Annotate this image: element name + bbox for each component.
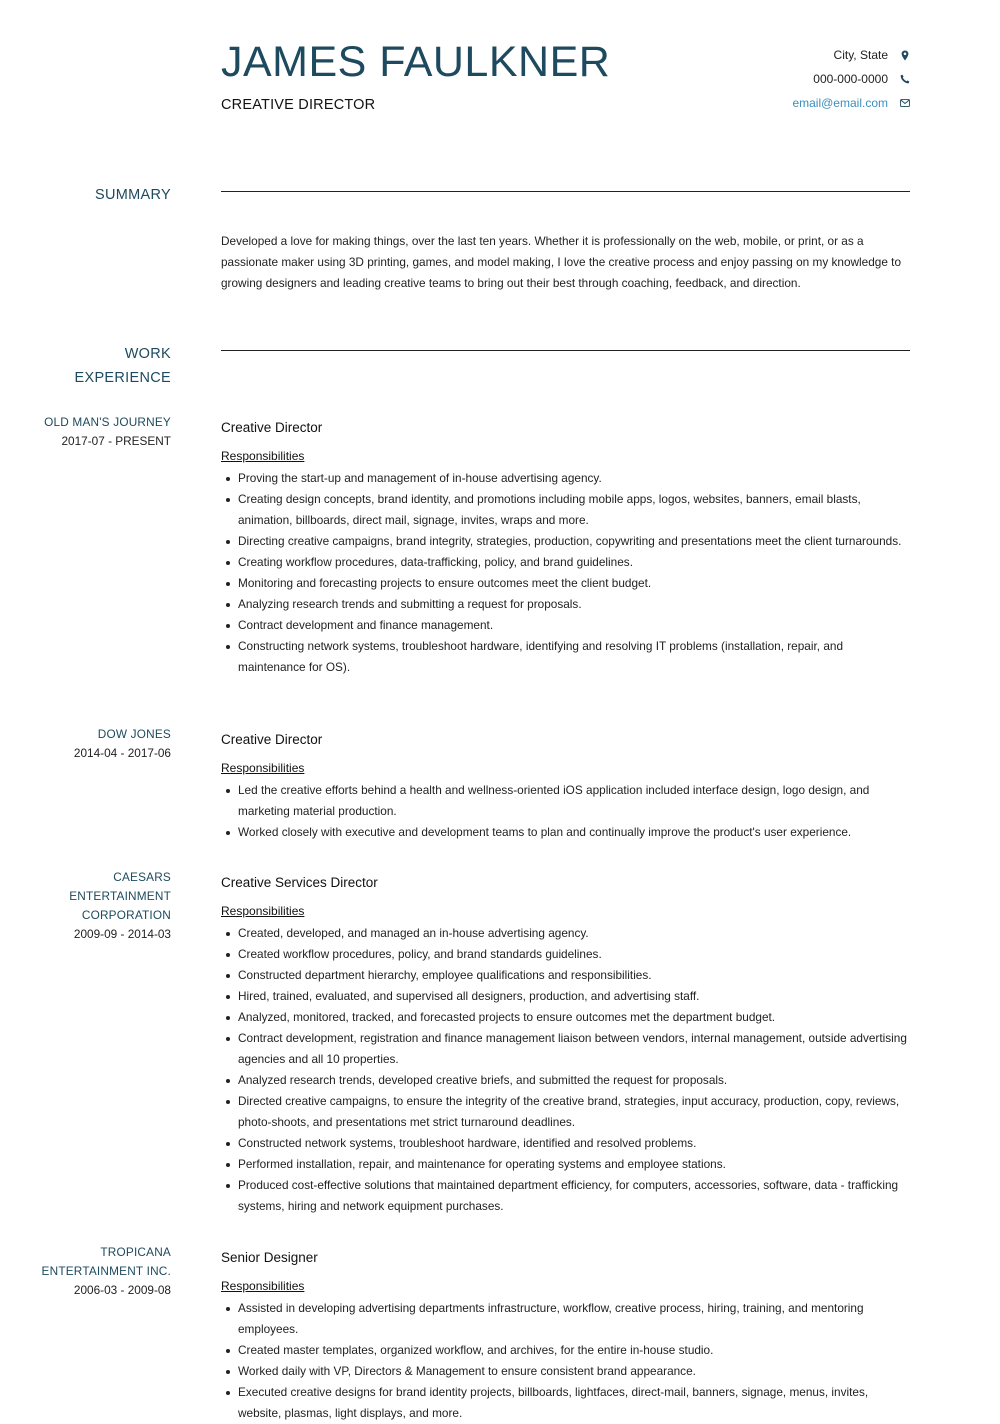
company-name: DOW JONES: [97, 727, 171, 741]
job-dates: 2006-03 - 2009-08: [73, 1283, 171, 1297]
job-title: Creative Director: [221, 420, 323, 435]
contact-phone: [792, 67, 910, 91]
list-item: Constructed department hierarchy, employee qualifications and responsibilities.: [221, 965, 910, 986]
responsibilities-list: [221, 1298, 910, 1424]
job-details: [221, 868, 910, 1217]
list-item: Assisted in developing advertising departments infrastructure, workflow, creative process, hiring, training, and mentoring employees.: [221, 1298, 910, 1340]
location-text: City, State: [833, 48, 888, 62]
list-item: Created workflow procedures, policy, and brand standards guidelines.: [221, 944, 910, 965]
company-name-line: CAESARS: [113, 870, 171, 884]
list-item: Contract development and finance management.: [221, 615, 910, 636]
work-heading-line-2: EXPERIENCE: [74, 370, 171, 386]
responsibilities-label: Responsibilities: [221, 761, 305, 775]
list-item: Directing creative campaigns, brand integrity, strategies, production, copywriting and presentations meet the client turnarounds.: [221, 531, 910, 552]
list-item: Contract development, registration and finance management liaison between vendors, internal management, outside advertising agencies and all 10 properties.: [221, 1028, 910, 1070]
responsibilities-list: [221, 468, 910, 678]
envelope-icon: [900, 97, 910, 109]
list-item: Directed creative campaigns, to ensure the integrity of the creative brand, strategies, input accuracy, production, copy, reviews, photo-shoots, and presentations met strict turnaround deadlines.: [221, 1091, 910, 1133]
list-item: Created, developed, and managed an in-house advertising agency.: [221, 923, 910, 944]
responsibilities-list: [221, 923, 910, 1217]
job-details: [221, 725, 910, 843]
summary-heading: SUMMARY: [95, 187, 171, 203]
job-title: Creative Director: [221, 732, 323, 747]
summary-text: Developed a love for making things, over the last ten years. Whether it is professionally on the web, mobile, or print, or as a passionate maker using 3D printing, games, and model making, I love the creative process and enjoy passing on my knowledge to growing designers and leading creative teams to bring out their best through coaching, feedback, and direction.: [221, 234, 902, 290]
responsibilities-label: Responsibilities: [221, 1279, 305, 1293]
list-item: Proving the start-up and management of in-house advertising agency.: [221, 468, 910, 489]
job-meta: [0, 868, 171, 944]
list-item: Created master templates, organized workflow, and archives, for the entire in-house studio.: [221, 1340, 910, 1361]
job-title: Senior Designer: [221, 1250, 318, 1265]
company-name-line: CORPORATION: [81, 908, 171, 922]
job-details: [221, 413, 910, 678]
email-link[interactable]: email@email.com: [792, 96, 888, 110]
company-name: OLD MAN'S JOURNEY: [44, 415, 171, 429]
company-name: [0, 1243, 171, 1281]
phone-icon: [900, 73, 910, 85]
company-name-line: ENTERTAINMENT: [69, 889, 171, 903]
list-item: Constructed network systems, troubleshoot hardware, identified and resolved problems.: [221, 1133, 910, 1154]
list-item: Monitoring and forecasting projects to ensure outcomes meet the client budget.: [221, 573, 910, 594]
job-details: [221, 1243, 910, 1424]
contact-location: [792, 43, 910, 67]
contact-email[interactable]: [792, 91, 910, 115]
resume-header: [221, 38, 910, 128]
list-item: Analyzing research trends and submitting a request for proposals.: [221, 594, 910, 615]
job-dates: 2009-09 - 2014-03: [73, 927, 171, 941]
list-item: Analyzed research trends, developed creative briefs, and submitted the request for proposals.: [221, 1070, 910, 1091]
company-name-line: TROPICANA: [100, 1245, 171, 1259]
job-meta: [0, 413, 171, 451]
company-name-line: ENTERTAINMENT INC.: [41, 1264, 171, 1278]
list-item: Executed creative designs for brand identity projects, billboards, lightfaces, direct-mail, banners, signage, menus, invites, website, plasmas, light displays, and more.: [221, 1382, 910, 1424]
company-name: [0, 868, 171, 925]
list-item: Produced cost-effective solutions that maintained department efficiency, for computers, accessories, software, data - trafficking systems, hiring and network equipment purchases.: [221, 1175, 910, 1217]
list-item: Creating workflow procedures, data-trafficking, policy, and brand guidelines.: [221, 552, 910, 573]
list-item: Hired, trained, evaluated, and supervised all designers, production, and advertising staff.: [221, 986, 910, 1007]
list-item: Worked daily with VP, Directors & Management to ensure consistent brand appearance.: [221, 1361, 910, 1382]
job-meta: [0, 725, 171, 763]
candidate-title: CREATIVE DIRECTOR: [221, 97, 376, 113]
job-dates: 2014-04 - 2017-06: [73, 746, 171, 760]
list-item: Constructing network systems, troubleshoot hardware, identifying and resolving IT problems (installation, repair, and maintenance for OS).: [221, 636, 910, 678]
work-heading-line-1: WORK: [124, 346, 171, 362]
candidate-name: JAMES FAULKNER: [221, 38, 611, 86]
list-item: Led the creative efforts behind a health and wellness-oriented iOS application included interface design, logo design, and marketing material production.: [221, 780, 910, 822]
list-item: Performed installation, repair, and maintenance for operating systems and employee stations.: [221, 1154, 910, 1175]
phone-text: 000-000-0000: [813, 72, 888, 86]
job-title: Creative Services Director: [221, 875, 378, 890]
job-meta: [0, 1243, 171, 1300]
map-pin-icon: [900, 49, 910, 61]
list-item: Analyzed, monitored, tracked, and forecasted projects to ensure outcomes met the department budget.: [221, 1007, 910, 1028]
responsibilities-label: Responsibilities: [221, 449, 305, 463]
list-item: Creating design concepts, brand identity, and promotions including mobile apps, logos, websites, banners, email blasts, animation, billboards, direct mail, signage, invites, wraps and more.: [221, 489, 910, 531]
list-item: Worked closely with executive and development teams to plan and continually improve the product's user experience.: [221, 822, 910, 843]
work-experience-heading: [0, 342, 171, 390]
responsibilities-list: [221, 780, 910, 843]
summary-divider: [221, 191, 910, 192]
responsibilities-label: Responsibilities: [221, 904, 305, 918]
job-dates: 2017-07 - PRESENT: [61, 434, 171, 448]
work-experience-divider: [221, 350, 910, 351]
contact-block: [792, 43, 910, 115]
